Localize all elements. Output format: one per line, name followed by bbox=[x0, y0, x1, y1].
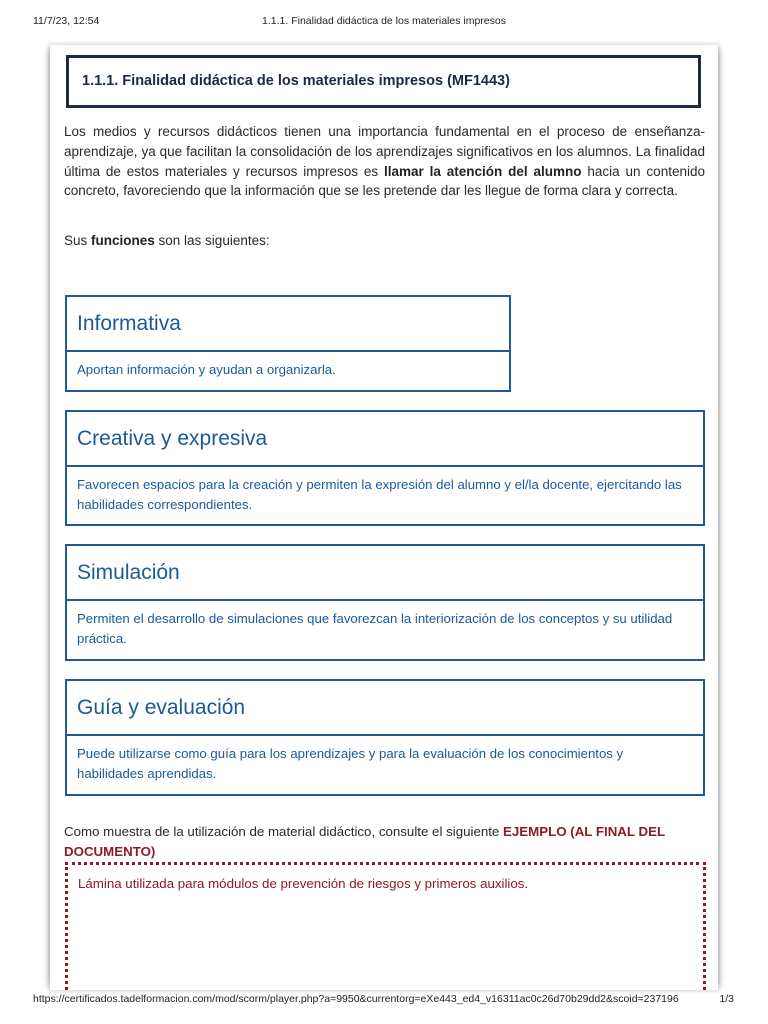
card-header bbox=[67, 546, 703, 601]
card-title: Simulación bbox=[77, 560, 180, 584]
function-card-guia bbox=[65, 679, 705, 796]
functions-suffix: son las siguientes: bbox=[154, 233, 270, 248]
card-title: Creativa y expresiva bbox=[77, 426, 268, 450]
card-body: Puede utilizarse como guía para los aprendizajes y para la evaluación de los conocimientos y habilidades aprendidas. bbox=[77, 746, 624, 781]
print-url: https://certificados.tadelformacion.com/mod/scorm/player.php?a=9950&currentorg=eXe443_ed4_v16311ac0c26d70b29dd2&scoid=237196 bbox=[33, 993, 679, 1005]
section-title-box bbox=[66, 55, 701, 108]
card-title: Guía y evaluación bbox=[77, 695, 246, 719]
example-paragraph bbox=[64, 822, 704, 861]
card-body: Favorecen espacios para la creación y permiten la expresión del alumno y el/la docente, ejercitando las habilidades correspondientes. bbox=[77, 477, 682, 512]
intro-paragraph bbox=[64, 122, 705, 201]
card-body: Permiten el desarrollo de simulaciones que favorezcan la interiorización de los conceptos y su utilidad práctica. bbox=[77, 611, 673, 646]
content-page bbox=[50, 45, 718, 990]
card-header bbox=[67, 412, 703, 467]
print-title: 1.1.1. Finalidad didáctica de los materiales impresos bbox=[262, 15, 506, 27]
example-dotted-box bbox=[65, 862, 706, 990]
intro-text-2: hacia un contenido concreto, favoreciendo que la información que se les pretende dar les llegue de forma clara y correcta. bbox=[64, 163, 705, 199]
functions-bold: funciones bbox=[91, 233, 155, 248]
page-counter: 1/3 bbox=[719, 993, 734, 1005]
functions-intro bbox=[64, 233, 270, 248]
intro-text-1: Los medios y recursos didácticos tienen una importancia fundamental en el proceso de enseñanza-aprendizaje, ya que facilitan la consolidación de los aprendizajes significativos en los alumnos. La finalidad última de estos materiales y recursos impresos es bbox=[64, 124, 705, 179]
print-footer bbox=[0, 993, 768, 1007]
example-link[interactable]: EJEMPLO (AL FINAL DEL DOCUMENTO) bbox=[64, 824, 665, 859]
card-header bbox=[67, 681, 703, 736]
example-text: Como muestra de la utilización de material didáctico, consulte el siguiente bbox=[64, 824, 504, 839]
print-header bbox=[0, 15, 768, 29]
functions-prefix: Sus bbox=[64, 233, 92, 248]
function-card-creativa bbox=[65, 410, 705, 526]
function-card-informativa bbox=[65, 295, 511, 392]
card-title: Informativa bbox=[77, 311, 181, 335]
card-header bbox=[67, 297, 509, 352]
intro-bold: llamar la atención del alumno bbox=[384, 163, 582, 179]
print-date: 11/7/23, 12:54 bbox=[33, 15, 100, 27]
example-caption: Lámina utilizada para módulos de prevención de riesgos y primeros auxilios. bbox=[78, 876, 529, 891]
card-body: Aportan información y ayudan a organizarla. bbox=[77, 362, 336, 377]
function-card-simulacion bbox=[65, 544, 705, 661]
page-title: 1.1.1. Finalidad didáctica de los materiales impresos (MF1443) bbox=[82, 73, 510, 89]
